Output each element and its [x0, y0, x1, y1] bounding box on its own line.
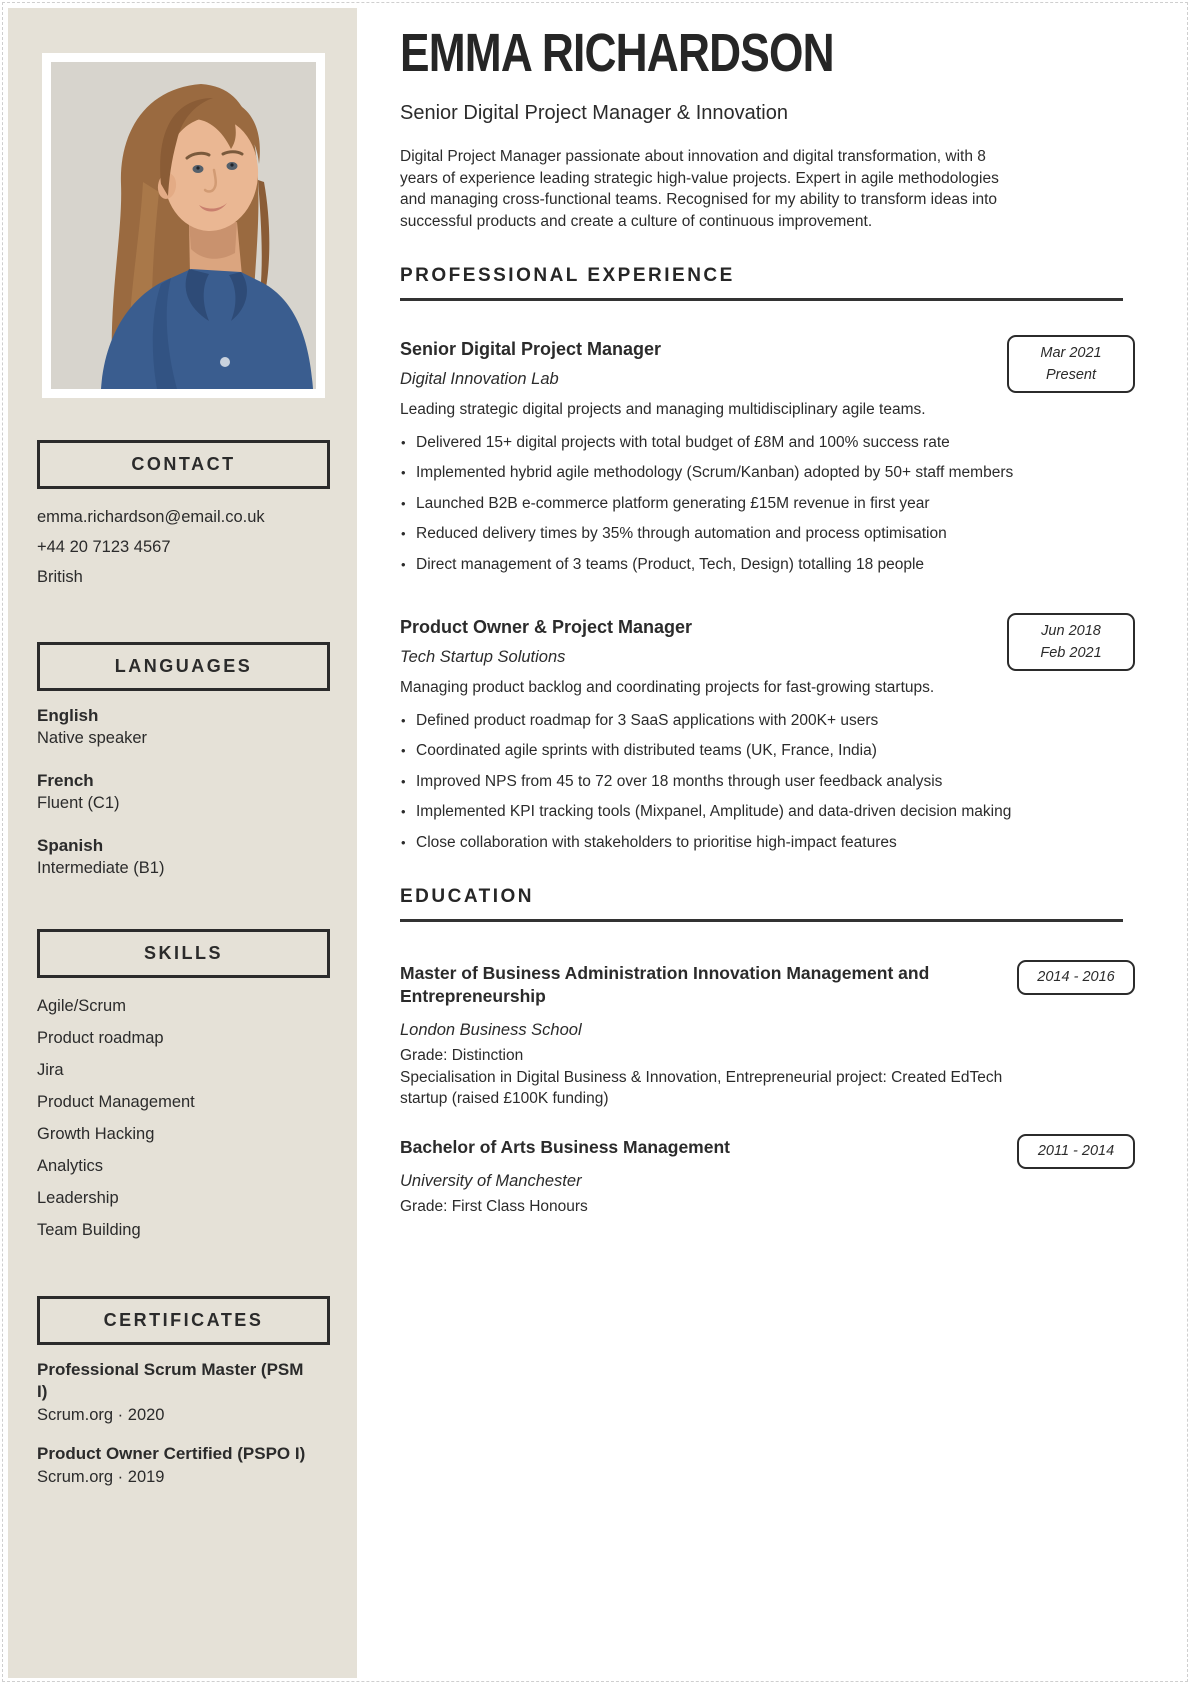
degree-title: Bachelor of Arts Business Management: [400, 1136, 730, 1157]
skill-item: Analytics: [37, 1157, 104, 1175]
job-entry-2: [400, 617, 1123, 853]
certificate-issuer: Scrum.org · 2019: [37, 1468, 165, 1486]
skill-item: Jira: [37, 1061, 64, 1079]
job-company: Tech Startup Solutions: [400, 648, 566, 666]
contact-item: +44 20 7123 4567: [37, 538, 171, 556]
contact-title: CONTACT: [131, 454, 236, 474]
date-start: Jun 2018: [1041, 623, 1101, 639]
bullet-item: • Close collaboration with stakeholders to prioritise high-impact features: [400, 832, 1055, 854]
language-level: Fluent (C1): [37, 794, 120, 812]
language-item: [37, 770, 330, 814]
language-item: [37, 835, 330, 879]
education-entry-1: [400, 962, 1123, 1110]
date-end: Present: [1046, 367, 1096, 383]
certificate-issuer: Scrum.org · 2020: [37, 1406, 165, 1424]
detail-line: Specialisation in Digital Business & Innovation, Entrepreneurial project: Created EdTech startup (raised £100K funding): [400, 1068, 1003, 1107]
skill-item: Leadership: [37, 1189, 119, 1207]
contact-header: [37, 440, 330, 489]
skills-list: [37, 990, 330, 1246]
education-details: [400, 1196, 1123, 1218]
education-details: [400, 1045, 1123, 1110]
certificate-name: Professional Scrum Master (PSM I): [37, 1360, 304, 1401]
skill-item: Product roadmap: [37, 1029, 164, 1047]
main-content: [357, 8, 1181, 1678]
education-section-header: EDUCATION: [400, 886, 1123, 922]
profile-summary: Digital Project Manager passionate about innovation and digital transformation, with 8 years of experience leading strategic high-value projects. Expert in agile methodologies and managing cross-functional teams. Recognised for my ability to transform ideas into successful products and create a culture of continuous improvement.: [400, 148, 999, 230]
skill-item: Growth Hacking: [37, 1125, 155, 1143]
school-name: London Business School: [400, 1021, 582, 1039]
contact-item: British: [37, 568, 83, 586]
bullet-item: • Reduced delivery times by 35% through automation and process optimisation: [400, 523, 1055, 545]
job-title: Senior Digital Project Manager: [400, 339, 662, 359]
cv-page: [8, 8, 1181, 1678]
skills-title: SKILLS: [143, 943, 223, 963]
school-name: University of Manchester: [400, 1171, 582, 1190]
job-title: Product Owner & Project Manager: [400, 617, 693, 637]
certificates-list: [37, 1359, 330, 1489]
language-level: Intermediate (B1): [37, 859, 165, 877]
certificates-title: CERTIFICATES: [103, 1310, 264, 1330]
language-item: [37, 705, 330, 749]
experience-section-header: PROFESSIONAL EXPERIENCE: [400, 265, 1123, 301]
language-name: French: [37, 771, 94, 790]
date-end: Feb 2021: [1040, 645, 1102, 661]
contact-item: emma.richardson@email.co.uk: [37, 508, 265, 526]
candidate-title: Senior Digital Project Manager & Innovation: [400, 102, 788, 124]
job-entry-1: [400, 339, 1123, 575]
job-company: Digital Innovation Lab: [400, 370, 559, 388]
certificate-name: Product Owner Certified (PSPO I): [37, 1444, 306, 1463]
detail-line: Grade: Distinction: [400, 1047, 524, 1064]
certificates-header: [37, 1296, 330, 1345]
skill-item: Product Management: [37, 1093, 195, 1111]
job-dates-badge: [1007, 613, 1135, 671]
education-dates-badge: 2014 - 2016: [1017, 960, 1135, 995]
job-description: Managing product backlog and coordinating projects for fast-growing startups.: [400, 679, 935, 696]
candidate-name-text: EMMA RICHARDSON: [400, 23, 834, 83]
languages-section: [37, 642, 330, 879]
languages-title: LANGUAGES: [114, 656, 253, 676]
candidate-name: [400, 23, 1123, 83]
language-name: English: [37, 706, 99, 725]
certificate-item: [37, 1359, 330, 1427]
job-bullets: [400, 432, 1055, 576]
job-bullets: [400, 710, 1055, 854]
contact-list: [37, 502, 330, 592]
bullet-item: • Direct management of 3 teams (Product, Tech, Design) totalling 18 people: [400, 554, 1055, 576]
photo-frame: [42, 53, 325, 398]
language-name: Spanish: [37, 836, 104, 855]
job-description: Leading strategic digital projects and managing multidisciplinary agile teams.: [400, 401, 926, 418]
degree-title: Master of Business Administration Innovation Management and Entrepreneurship: [400, 963, 930, 1006]
bullet-item: • Delivered 15+ digital projects with total budget of £8M and 100% success rate: [400, 432, 1055, 454]
languages-list: [37, 705, 330, 879]
contact-section: [37, 440, 330, 592]
bullet-item: • Launched B2B e-commerce platform generating £15M revenue in first year: [400, 493, 1055, 515]
skill-item: Agile/Scrum: [37, 997, 126, 1015]
sidebar: [8, 8, 357, 1678]
detail-line: Grade: First Class Honours: [400, 1197, 588, 1215]
bullet-item: • Defined product roadmap for 3 SaaS applications with 200K+ users: [400, 710, 1055, 732]
certificate-item: [37, 1443, 330, 1489]
bullet-item: • Coordinated agile sprints with distributed teams (UK, France, India): [400, 740, 1055, 762]
profile-photo: [51, 62, 316, 389]
skills-header: [37, 929, 330, 978]
languages-header: [37, 642, 330, 691]
skill-item: Team Building: [37, 1221, 141, 1239]
education-dates-badge: 2011 - 2014: [1017, 1134, 1135, 1169]
bullet-item: • Implemented hybrid agile methodology (Scrum/Kanban) adopted by 50+ staff members: [400, 462, 1055, 484]
bullet-item: • Improved NPS from 45 to 72 over 18 months through user feedback analysis: [400, 771, 1055, 793]
date-start: Mar 2021: [1040, 345, 1102, 361]
certificates-section: [37, 1296, 330, 1489]
job-dates-badge: [1007, 335, 1135, 393]
bullet-item: • Implemented KPI tracking tools (Mixpanel, Amplitude) and data-driven decision making: [400, 801, 1055, 823]
skills-section: [37, 929, 330, 1246]
education-entry-2: [400, 1136, 1123, 1218]
language-level: Native speaker: [37, 729, 148, 747]
